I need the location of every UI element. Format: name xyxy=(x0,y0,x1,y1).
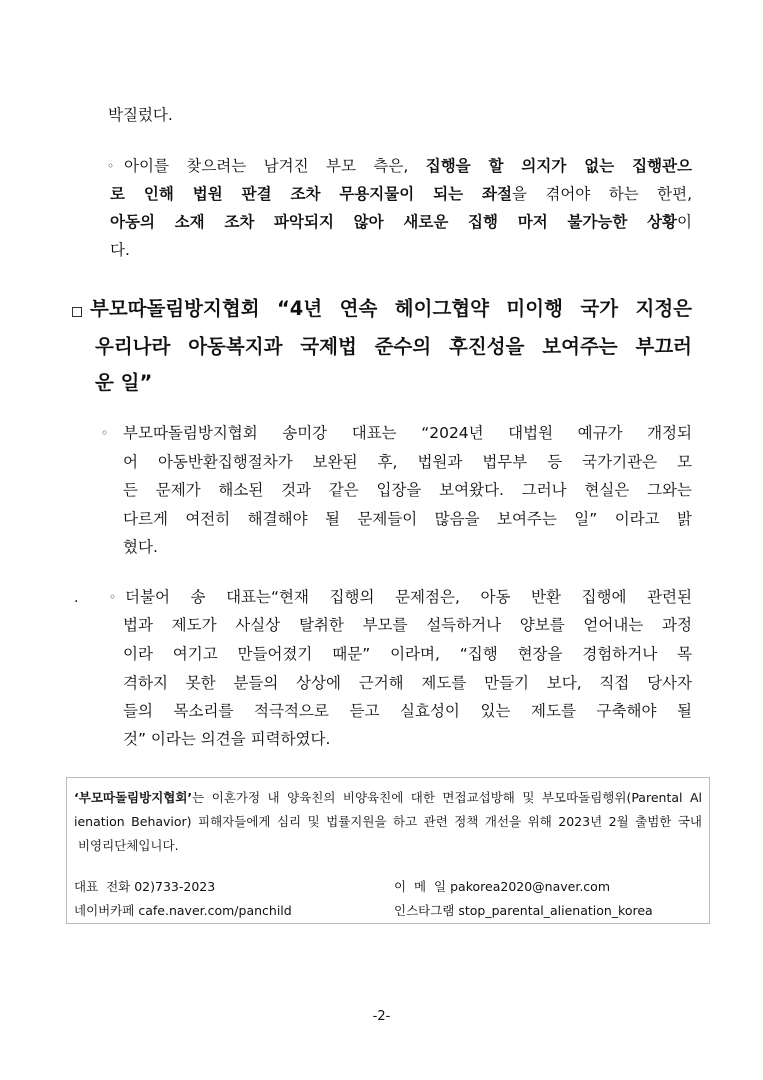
bold-segment: 로 인해 법원 판결 조차 무용지물이 되는 좌절 xyxy=(110,185,512,203)
text-line: 이라 여기고 만들어졌기 때문” 이라며, “집행 현장을 경험하거나 목 xyxy=(123,645,692,663)
text-line xyxy=(110,184,692,204)
info-line: ienation Behavior) 피해자들에게 심리 및 법률지원을 하고 관련 정책 개선을 위해 2023년 2월 출범한 국내 xyxy=(74,814,702,829)
text-line xyxy=(124,156,692,176)
page-number: -2- xyxy=(372,1009,391,1024)
text-segment: 아이를 찾으려는 남겨진 부모 측은, xyxy=(124,157,426,175)
instagram-label: 인스타그램 xyxy=(394,903,455,918)
text-line: 박질렀다. xyxy=(108,106,173,124)
text-line: 법과 제도가 사실상 탈취한 부모를 설득하거나 양보를 얻어내는 과정 xyxy=(123,616,692,634)
text-line: 혔다. xyxy=(123,538,158,556)
heading-line: 운 일” xyxy=(95,371,153,394)
text-line: 다. xyxy=(110,241,130,259)
phone-label: 대표 전화 xyxy=(74,879,131,894)
bullet-icon: ◦ xyxy=(101,426,109,440)
instagram-row xyxy=(394,903,653,919)
cafe-label: 네이버카페 xyxy=(74,903,135,918)
info-line: 비영리단체입니다. xyxy=(74,838,179,853)
text-line xyxy=(110,212,692,232)
heading-line: 우리나라 아동복지과 국제법 준수의 후진성을 보여주는 부끄러 xyxy=(95,335,692,358)
email-link[interactable]: pakorea2020@naver.com xyxy=(450,879,611,894)
cafe-link[interactable]: cafe.naver.com/panchild xyxy=(138,903,292,918)
text-line: 것” 이라는 의견을 피력하였다. xyxy=(123,730,331,748)
phone-value: 02)733-2023 xyxy=(134,879,216,894)
info-line xyxy=(74,790,702,806)
bold-segment: 아동의 소재 조차 파악되지 않아 새로운 집행 마저 불가능한 상황 xyxy=(110,213,678,231)
phone-row xyxy=(74,879,215,895)
org-name: ‘부모따돌림방지협회’ xyxy=(74,790,193,805)
heading-line: 부모따돌림방지협회 “4년 연속 헤이그협약 미이행 국가 지정은 xyxy=(90,297,692,320)
text-line: 어 아동반환집행절차가 보완된 후, 법원과 법무부 등 국가기관은 모 xyxy=(123,453,692,471)
square-bullet-icon xyxy=(72,307,82,317)
text-line: 더불어 송 대표는“현재 집행의 문제점은, 아동 반환 집행에 관련된 xyxy=(125,588,692,606)
text-segment: 이 xyxy=(677,213,692,231)
text-segment: 는 이혼가정 내 양육친의 비양육친에 대한 면접교섭방해 및 부모따돌림행위(Parental Al xyxy=(192,790,702,805)
stray-dot: . xyxy=(74,590,79,606)
bold-segment: 집행을 할 의지가 없는 집행관으 xyxy=(425,157,692,175)
email-label: 이 메 일 xyxy=(394,879,447,894)
text-line: 든 문제가 해소된 것과 같은 입장을 보여왔다. 그러나 현실은 그와는 xyxy=(123,481,692,499)
text-segment: 을 겪어야 하는 한편, xyxy=(511,185,692,203)
text-line: 들의 목소리를 적극적으로 듣고 실효성이 있는 제도를 구축해야 될 xyxy=(123,702,692,720)
bullet-icon: ◦ xyxy=(109,590,117,604)
cafe-row xyxy=(74,903,292,919)
text-line: 부모따돌림방지협회 송미강 대표는 “2024년 대법원 예규가 개정되 xyxy=(123,424,692,442)
email-row xyxy=(394,879,610,895)
bullet-icon: ◦ xyxy=(107,159,115,173)
organization-info-box xyxy=(66,777,710,924)
text-line: 격하지 못한 분들의 상상에 근거해 제도를 만들기 보다, 직접 당사자 xyxy=(123,674,692,692)
instagram-handle[interactable]: stop_parental_alienation_korea xyxy=(458,903,653,918)
text-line: 다르게 여전히 해결해야 될 문제들이 많음을 보여주는 일” 이라고 밝 xyxy=(123,510,692,528)
